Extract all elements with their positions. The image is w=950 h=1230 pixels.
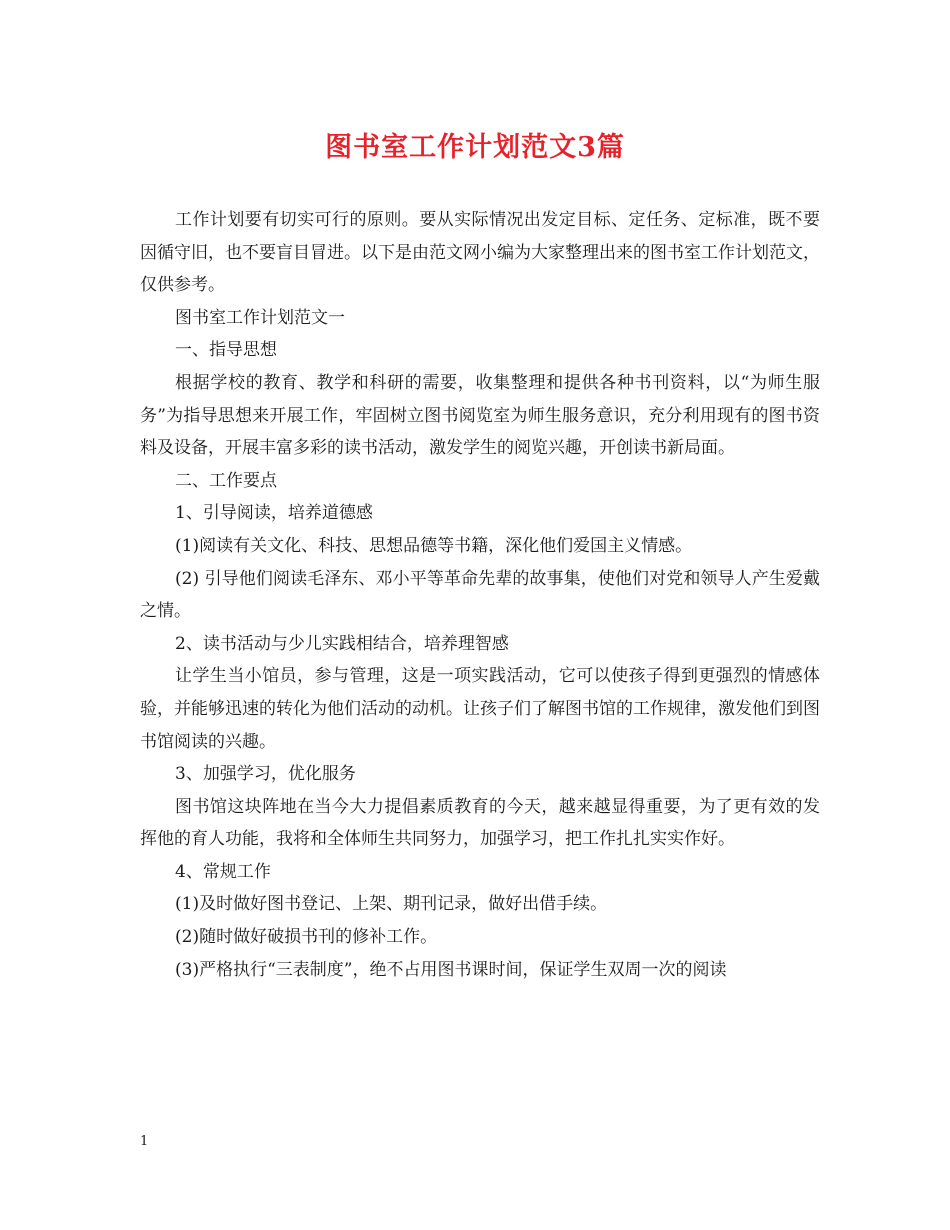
paragraph: 根据学校的教育、教学和科研的需要，收集整理和提供各种书刊资料，以“为师生服务”为指导思想来开展工作，牢固树立图书阅览室为师生服务意识，充分利用现有的图书资料及设备，开展丰富多彩的读书活动，激发学生的阅览兴趣，开创读书新局面。	[140, 372, 820, 459]
list-item: (1)阅读有关文化、科技、思想品德等书籍，深化他们爱国主义情感。	[175, 535, 693, 556]
page-number: 1	[140, 1134, 149, 1149]
document-title: 图书室工作计划范文3篇	[325, 132, 625, 163]
paragraph: 让学生当小馆员，参与管理，这是一项实践活动，它可以使孩子得到更强烈的情感体验，并能够迅速的转化为他们活动的动机。让孩子们了解图书馆的工作规律，激发他们到图书馆阅读的兴趣。	[140, 666, 820, 752]
section-heading: 二、工作要点	[175, 470, 277, 491]
list-item: (3)严格执行“三表制度”，绝不占用图书课时间，保证学生双周一次的阅读	[175, 959, 727, 980]
section-heading: 图书室工作计划范文一	[175, 307, 345, 328]
paragraph: 工作计划要有切实可行的原则。要从实际情况出发定目标、定任务、定标准，既不要因循守旧，也不要盲目冒进。以下是由范文网小编为大家整理出来的图书室工作计划范文，仅供参考。	[140, 210, 820, 296]
subsection-heading: 3、加强学习，优化服务	[175, 764, 356, 785]
section-heading: 一、指导思想	[175, 340, 277, 361]
subsection-heading: 1、引导阅读，培养道德感	[175, 503, 373, 524]
list-item: (2)随时做好破损书刊的修补工作。	[175, 927, 438, 948]
document-body	[140, 204, 820, 986]
paragraph: 图书馆这块阵地在当今大力提倡素质教育的今天，越来越显得重要，为了更有效的发挥他的育人功能，我将和全体师生共同努力，加强学习，把工作扎扎实实作好。	[140, 796, 820, 850]
subsection-heading: 4、常规工作	[175, 861, 271, 882]
subsection-heading: 2、读书活动与少儿实践相结合，培养理智感	[175, 633, 509, 654]
list-item: (1)及时做好图书登记、上架、期刊记录，做好出借手续。	[175, 894, 608, 915]
list-item: (2) 引导他们阅读毛泽东、邓小平等革命先辈的故事集，使他们对党和领导人产生爱戴之情。	[140, 568, 820, 622]
